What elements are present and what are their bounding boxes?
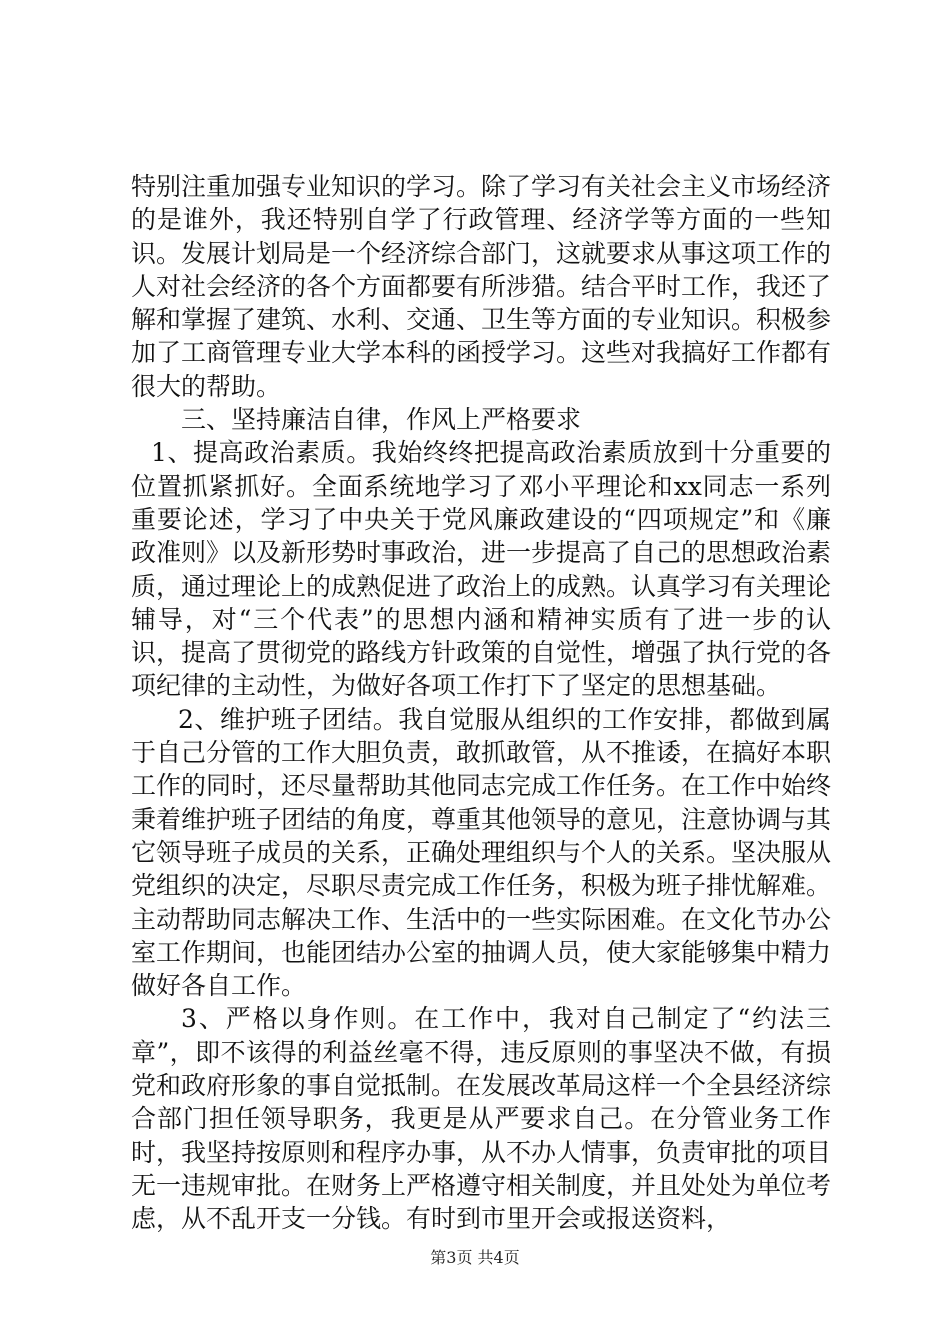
page-number-footer: 第3页 共4页 [430,1248,520,1267]
document-body [131,170,831,1236]
section-heading: 三、坚持廉洁自律，作风上严格要求 [181,405,582,435]
paragraph-political-quality: 1、提高政治素质。我始终终把提高政治素质放到十分重要的位置抓紧抓好。全面系统地学习了邓小平理论和xx同志一系列重要论述，学习了中央关于党风廉政建设的“四项规定”和《廉政准则》以及新形势时事政治，进一步提高了自己的思想政治素质，通过理论上的成熟促进了政治上的成熟。认真学习有关理论辅导，对“三个代表”的思想内涵和精神实质有了进一步的认识，提高了贯彻党的路线方针政策的自觉性，增强了执行党的各项纪律的主动性，为做好各项工作打下了坚定的思想基础。 [131,438,832,701]
paragraph-study: 特别注重加强专业知识的学习。除了学习有关社会主义市场经济的是谁外，我还特别自学了行政管理、经济学等方面的一些知识。发展计划局是一个经济综合部门，这就要求从事这项工作的人对社会经济的各个方面都要有所涉猎。结合平时工作，我还了解和掌握了建筑、水利、交通、卫生等方面的专业知识。积极参加了工商管理专业大学本科的函授学习。这些对我搞好工作都有很大的帮助。 [131,172,832,401]
paragraph-self-discipline: 3、严格以身作则。在工作中，我对自己制定了“约法三章”，即不该得的利益丝毫不得，违反原则的事坚决不做，有损党和政府形象的事自觉抵制。在发展改革局这样一个全县经济综合部门担任领导职务，我更是从严要求自己。在分管业务工作时，我坚持按原则和程序办事，从不办人情事，负责审批的项目无一违规审批。在财务上严格遵守相关制度，并且处处为单位考虑，从不乱开支一分钱。有时到市里开会或报送资料， [131,1004,832,1234]
paragraph-team-unity: 2、维护班子团结。我自觉服从组织的工作安排，都做到属于自己分管的工作大胆负责，敢抓敢管，从不推诿，在搞好本职工作的同时，还尽量帮助其他同志完成工作任务。在工作中始终秉着维护班子团结的角度，尊重其他领导的意见，注意协调与其它领导班子成员的关系，正确处理组织与个人的关系。坚决服从党组织的决定，尽职尽责完成工作任务，积极为班子排忧解难。主动帮助同志解决工作、生活中的一些实际困难。在文化节办公室工作期间，也能团结办公室的抽调人员，使大家能够集中精力做好各自工作。 [131,704,832,1001]
